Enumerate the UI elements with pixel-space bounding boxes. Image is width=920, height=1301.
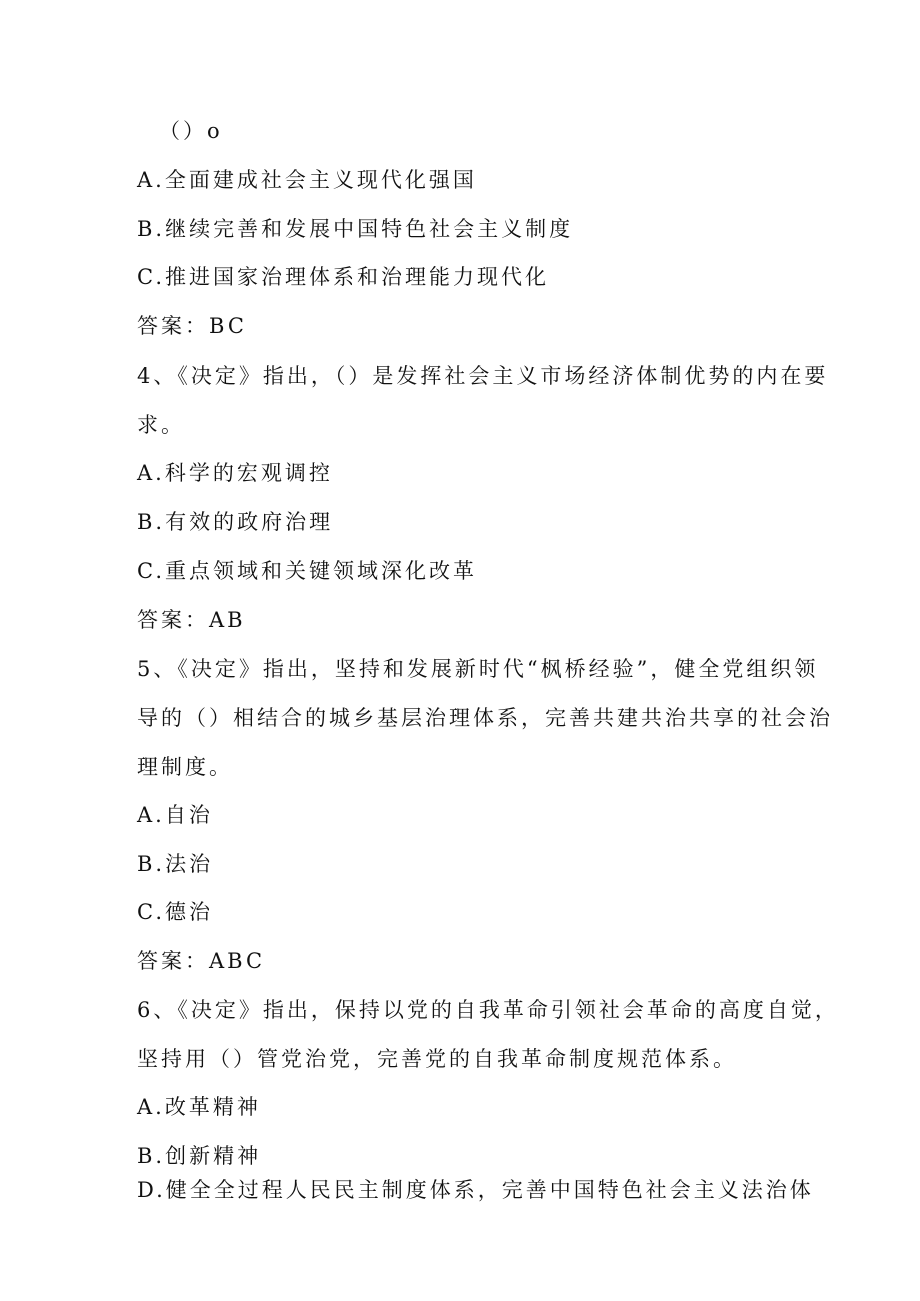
option-c: C.重点领域和关键领域深化改革 [137, 559, 477, 583]
option-a: A.科学的宏观调控 [137, 461, 333, 485]
question-5-line-3: 理制度。 [137, 755, 233, 779]
answer: 答案：AB [137, 608, 246, 632]
question-5-line-2: 导的（）相结合的城乡基层治理体系，完善共建共治共享的社会治 [137, 706, 833, 730]
option-c: C.德治 [137, 900, 213, 924]
answer: 答案：BC [137, 314, 247, 338]
question-4-line-1: 4、《决定》指出，（）是发挥社会主义市场经济体制优势的内在要 [137, 364, 829, 388]
option-a: A.自治 [137, 803, 213, 827]
option-b: B.继续完善和发展中国特色社会主义制度 [137, 217, 574, 241]
answer: 答案：ABC [137, 949, 266, 973]
question-continuation: （）o [159, 119, 223, 143]
option-b: B.法治 [137, 852, 214, 876]
option-d: D.健全全过程人民民主制度体系，完善中国特色社会主义法治体 [137, 1178, 814, 1202]
question-6-line-1: 6、《决定》指出，保持以党的自我革命引领社会革命的高度自觉， [137, 998, 839, 1022]
option-b: B.创新精神 [137, 1144, 262, 1168]
option-b: B.有效的政府治理 [137, 510, 334, 534]
option-a: A.全面建成社会主义现代化强国 [137, 168, 477, 192]
question-4-line-2: 求。 [137, 413, 185, 437]
question-5-line-1: 5、《决定》指出，坚持和发展新时代“枫桥经验”，健全党组织领 [137, 657, 819, 681]
option-c: C.推进国家治理体系和治理能力现代化 [137, 265, 549, 289]
option-a: A.改革精神 [137, 1095, 261, 1119]
question-6-line-2: 坚持用（）管党治党，完善党的自我革命制度规范体系。 [137, 1047, 737, 1071]
